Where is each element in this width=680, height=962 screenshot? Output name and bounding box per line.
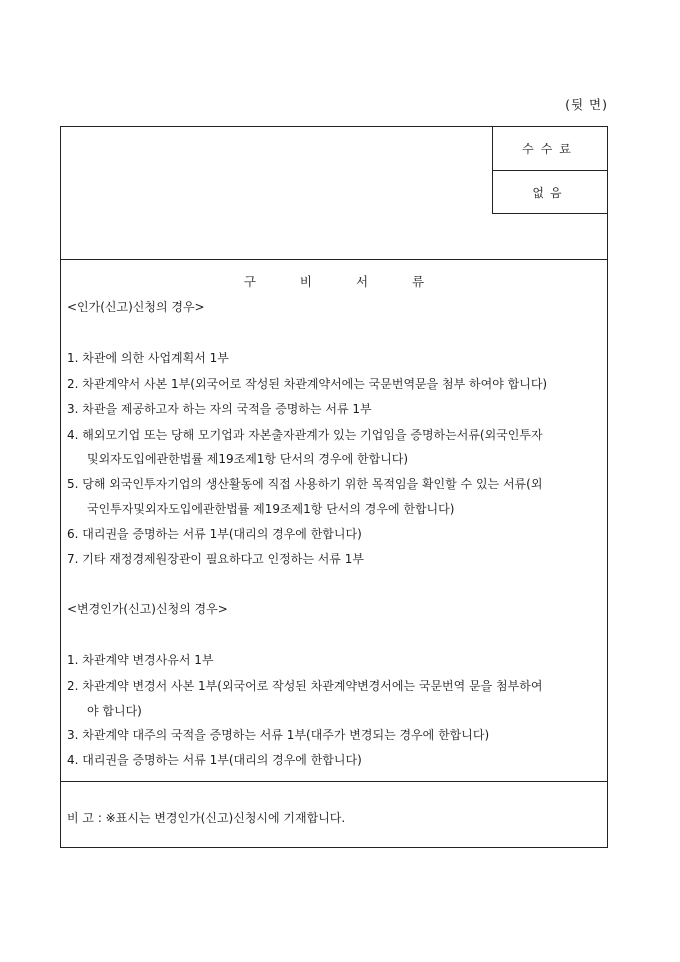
- list-item-continuation: 및외자도입에관한법률 제19조제1항 단서의 경우에 한합니다): [87, 452, 409, 466]
- page-side-label: (뒷 면): [565, 97, 608, 112]
- list-item-continuation: 야 합니다): [87, 704, 142, 718]
- list-item: 1. 차관에 의한 사업계획서 1부: [67, 351, 229, 365]
- required-documents-section: [61, 259, 607, 782]
- fee-box: [492, 126, 608, 214]
- list-item: 2. 차관계약서 사본 1부(외국어로 작성된 차관계약서에는 국문번역문을 첨부 하여야 합니다): [67, 377, 548, 391]
- list-item: 4. 해외모기업 또는 당해 모기업과 자본출자관계가 있는 기업임을 증명하는서류(외국인투자: [67, 428, 543, 442]
- list-item: 2. 차관계약 변경서 사본 1부(외국어로 작성된 차관계약변경서에는 국문번역 문을 첨부하여: [67, 679, 543, 693]
- group1-heading: <인가(신고)신청의 경우>: [67, 300, 205, 314]
- header-section: [61, 127, 607, 260]
- list-item: 1. 차관계약 변경사유서 1부: [67, 653, 214, 667]
- list-item: 5. 당해 외국인투자기업의 생산활동에 직접 사용하기 위한 목적임을 확인할 수 있는 서류(외: [67, 477, 543, 491]
- list-item: 6. 대리권을 증명하는 서류 1부(대리의 경우에 한합니다): [67, 527, 362, 541]
- fee-header: 수수료: [493, 127, 607, 171]
- remarks-note: 비 고 : ※표시는 변경인가(신고)신청시에 기재합니다.: [67, 811, 346, 825]
- documents-title: 구 비 서 류: [243, 274, 425, 289]
- fee-value: 없음: [532, 186, 568, 200]
- list-item: 3. 차관을 제공하고자 하는 자의 국적을 증명하는 서류 1부: [67, 402, 372, 416]
- group2-heading: <변경인가(신고)신청의 경우>: [67, 602, 228, 616]
- list-item: 7. 기타 재정경제원장관이 필요하다고 인정하는 서류 1부: [67, 552, 364, 566]
- list-item: 3. 차관계약 대주의 국적을 증명하는 서류 1부(대주가 변경되는 경우에 한합니다): [67, 728, 490, 742]
- list-item: 4. 대리권을 증명하는 서류 1부(대리의 경우에 한합니다): [67, 753, 362, 767]
- form-table: [60, 126, 608, 848]
- list-item-continuation: 국인투자및외자도입에관한법률 제19조제1항 단서의 경우에 한합니다): [87, 502, 455, 516]
